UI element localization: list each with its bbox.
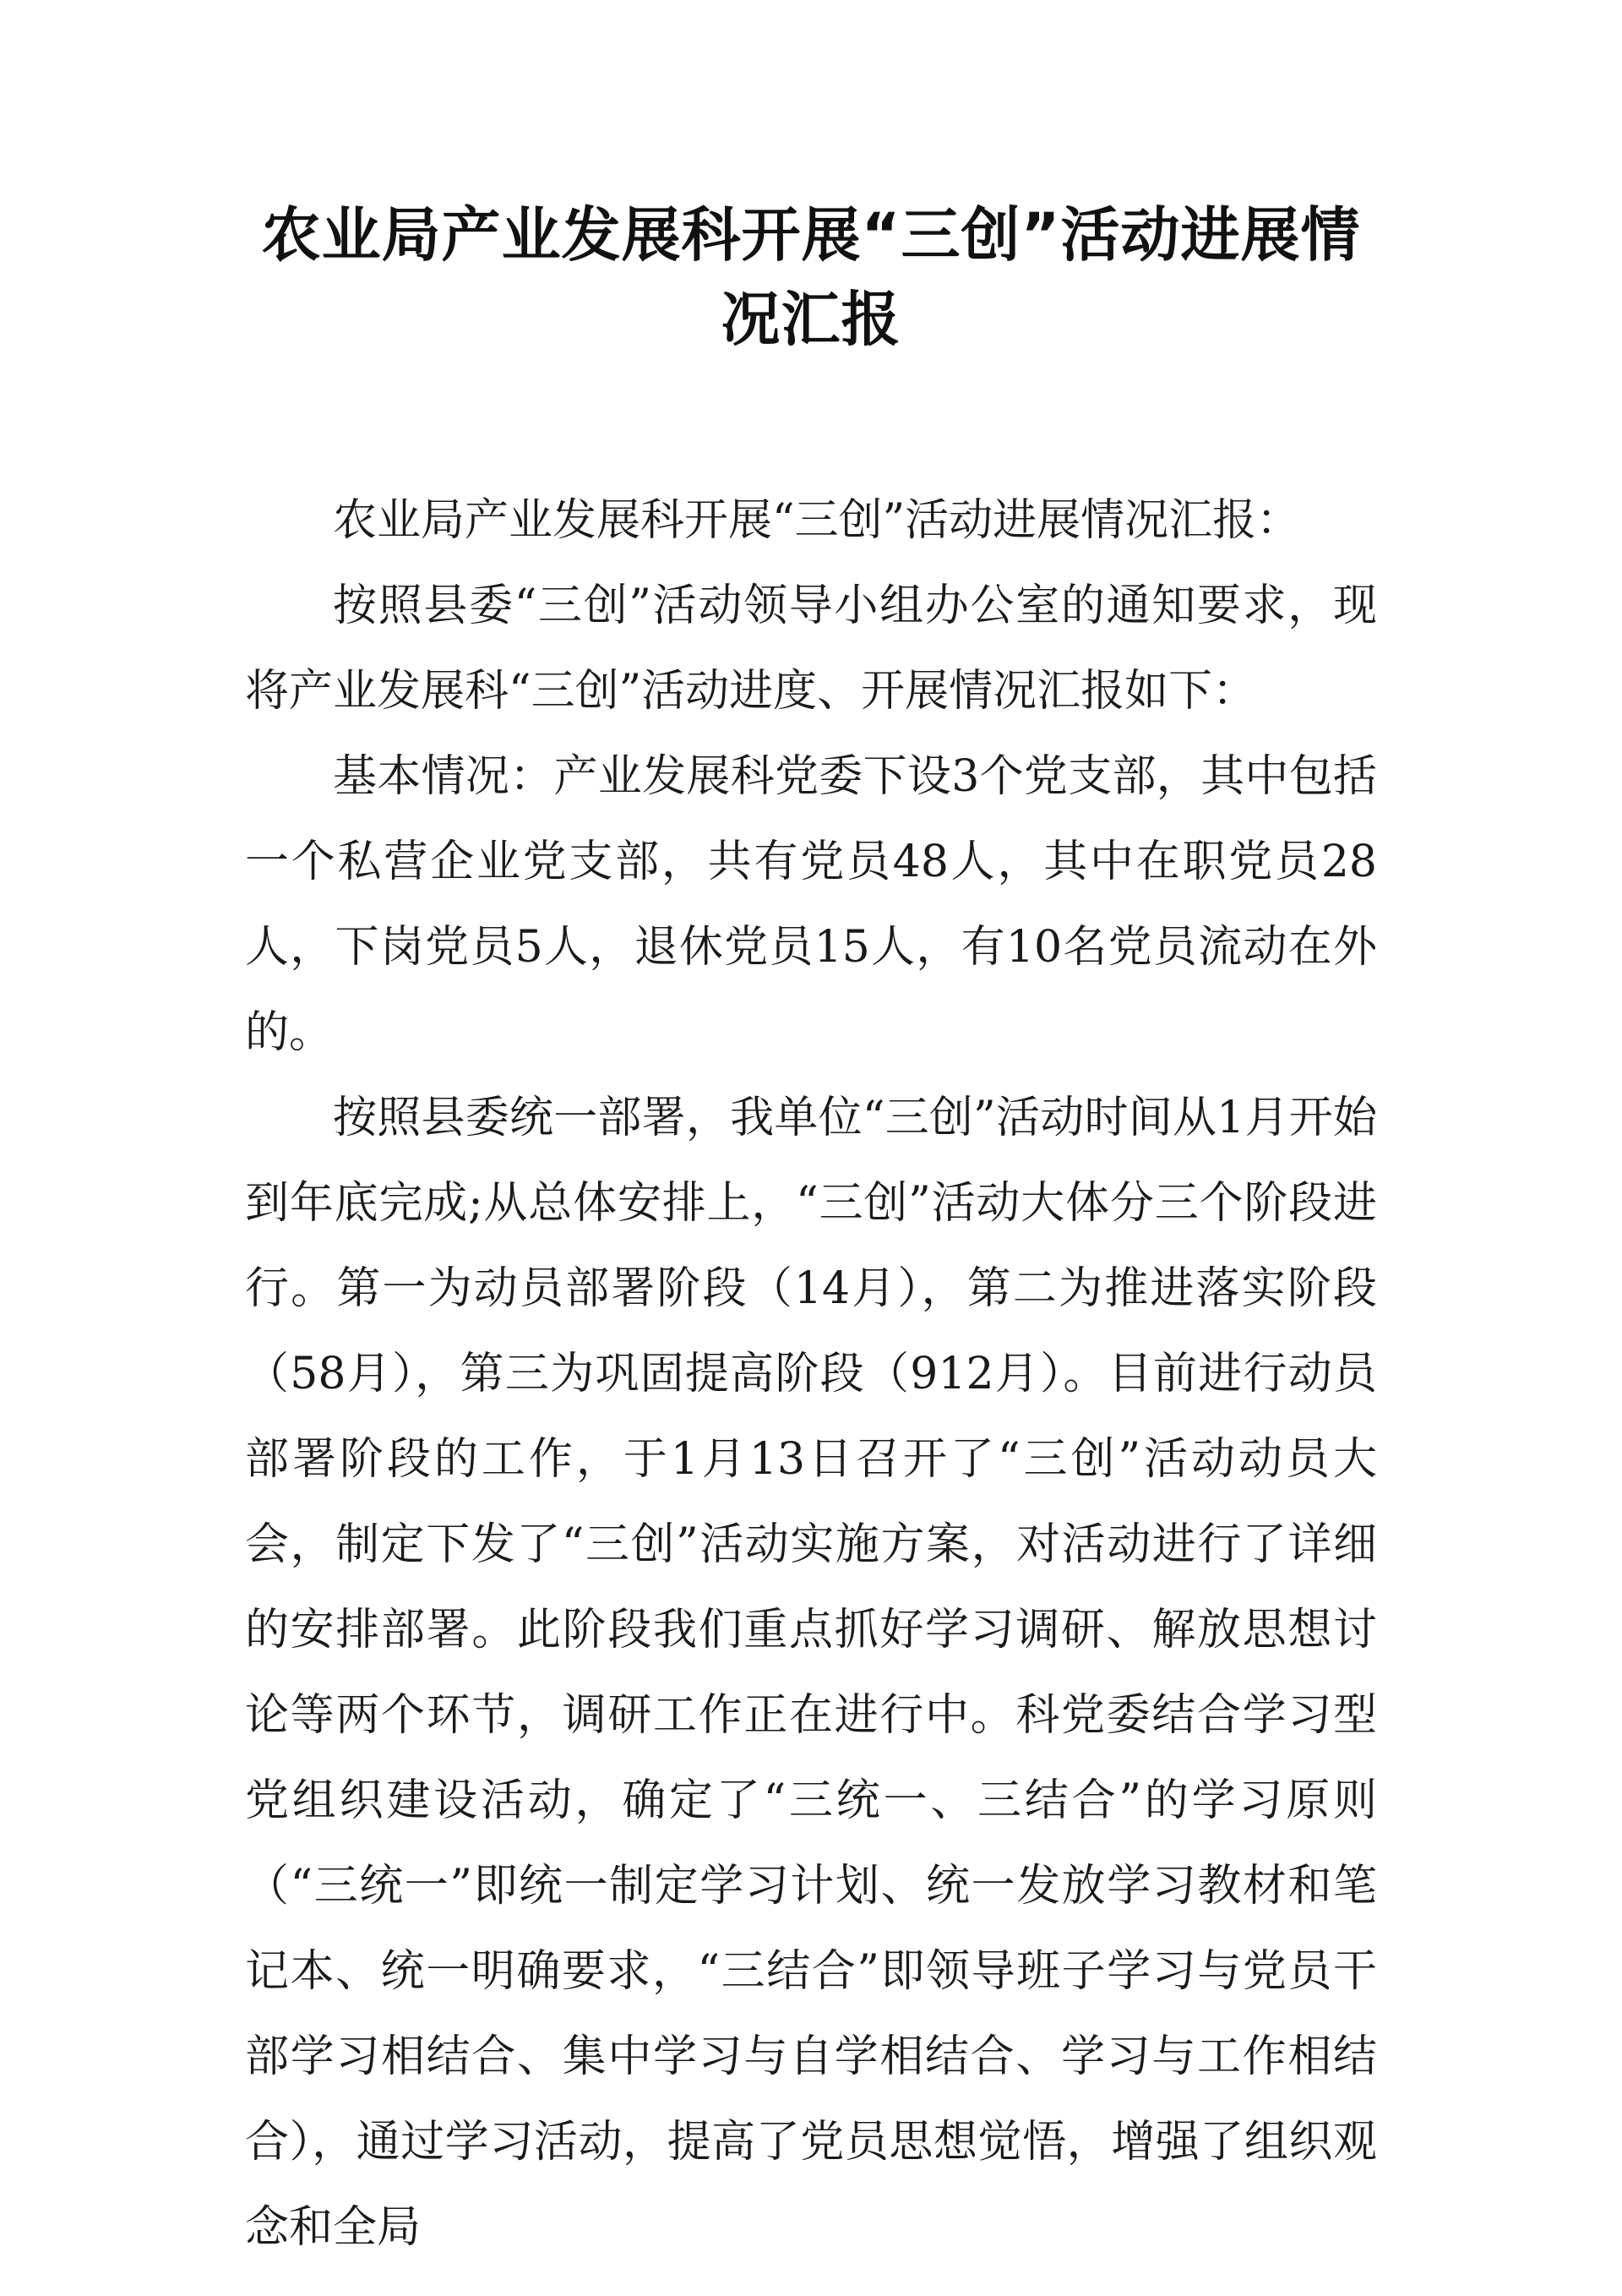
paragraph-activity-progress: 按照县委统一部署，我单位“三创”活动时间从1月开始到年底完成;从总体安排上，“三创”活动大体分三个阶段进行。第一为动员部署阶段（14月），第二为推进落实阶段（58月），第三为巩固提高阶段（912月）。目前进行动员部署阶段的工作，于1月13日召开了“三创”活动动员大会，制定下发了“三创”活动实施方案，对活动进行了详细的安排部署。此阶段我们重点抓好学习调研、解放思想讨论等两个环节，调研工作正在进行中。科党委结合学习型党组织建设活动，确定了“三统一、三结合”的学习原则（“三统一”即统一制定学习计划、统一发放学习教材和笔记本、统一明确要求，“三结合”即领导班子学习与党员干部学习相结合、集中学习与自学相结合、学习与工作相结合），通过学习活动，提高了党员思想觉悟，增强了组织观念和全局: [245, 1093, 1377, 2253]
document-body: [245, 478, 1377, 2271]
paragraph-introduction: 按照县委“三创”活动领导小组办公室的通知要求，现将产业发展科“三创”活动进度、开展情况汇报如下：: [245, 581, 1377, 717]
paragraph-basic-situation: 基本情况：产业发展科党委下设3个党支部，其中包括一个私营企业党支部，共有党员48人，其中在职党员28人，下岗党员5人，退休党员15人，有10名党员流动在外的。: [245, 751, 1377, 1058]
document-title: 农业局产业发展科开展“三创”活动进展情况汇报: [261, 200, 1361, 354]
paragraph-salutation: 农业局产业发展科开展“三创”活动进展情况汇报：: [333, 495, 1301, 546]
